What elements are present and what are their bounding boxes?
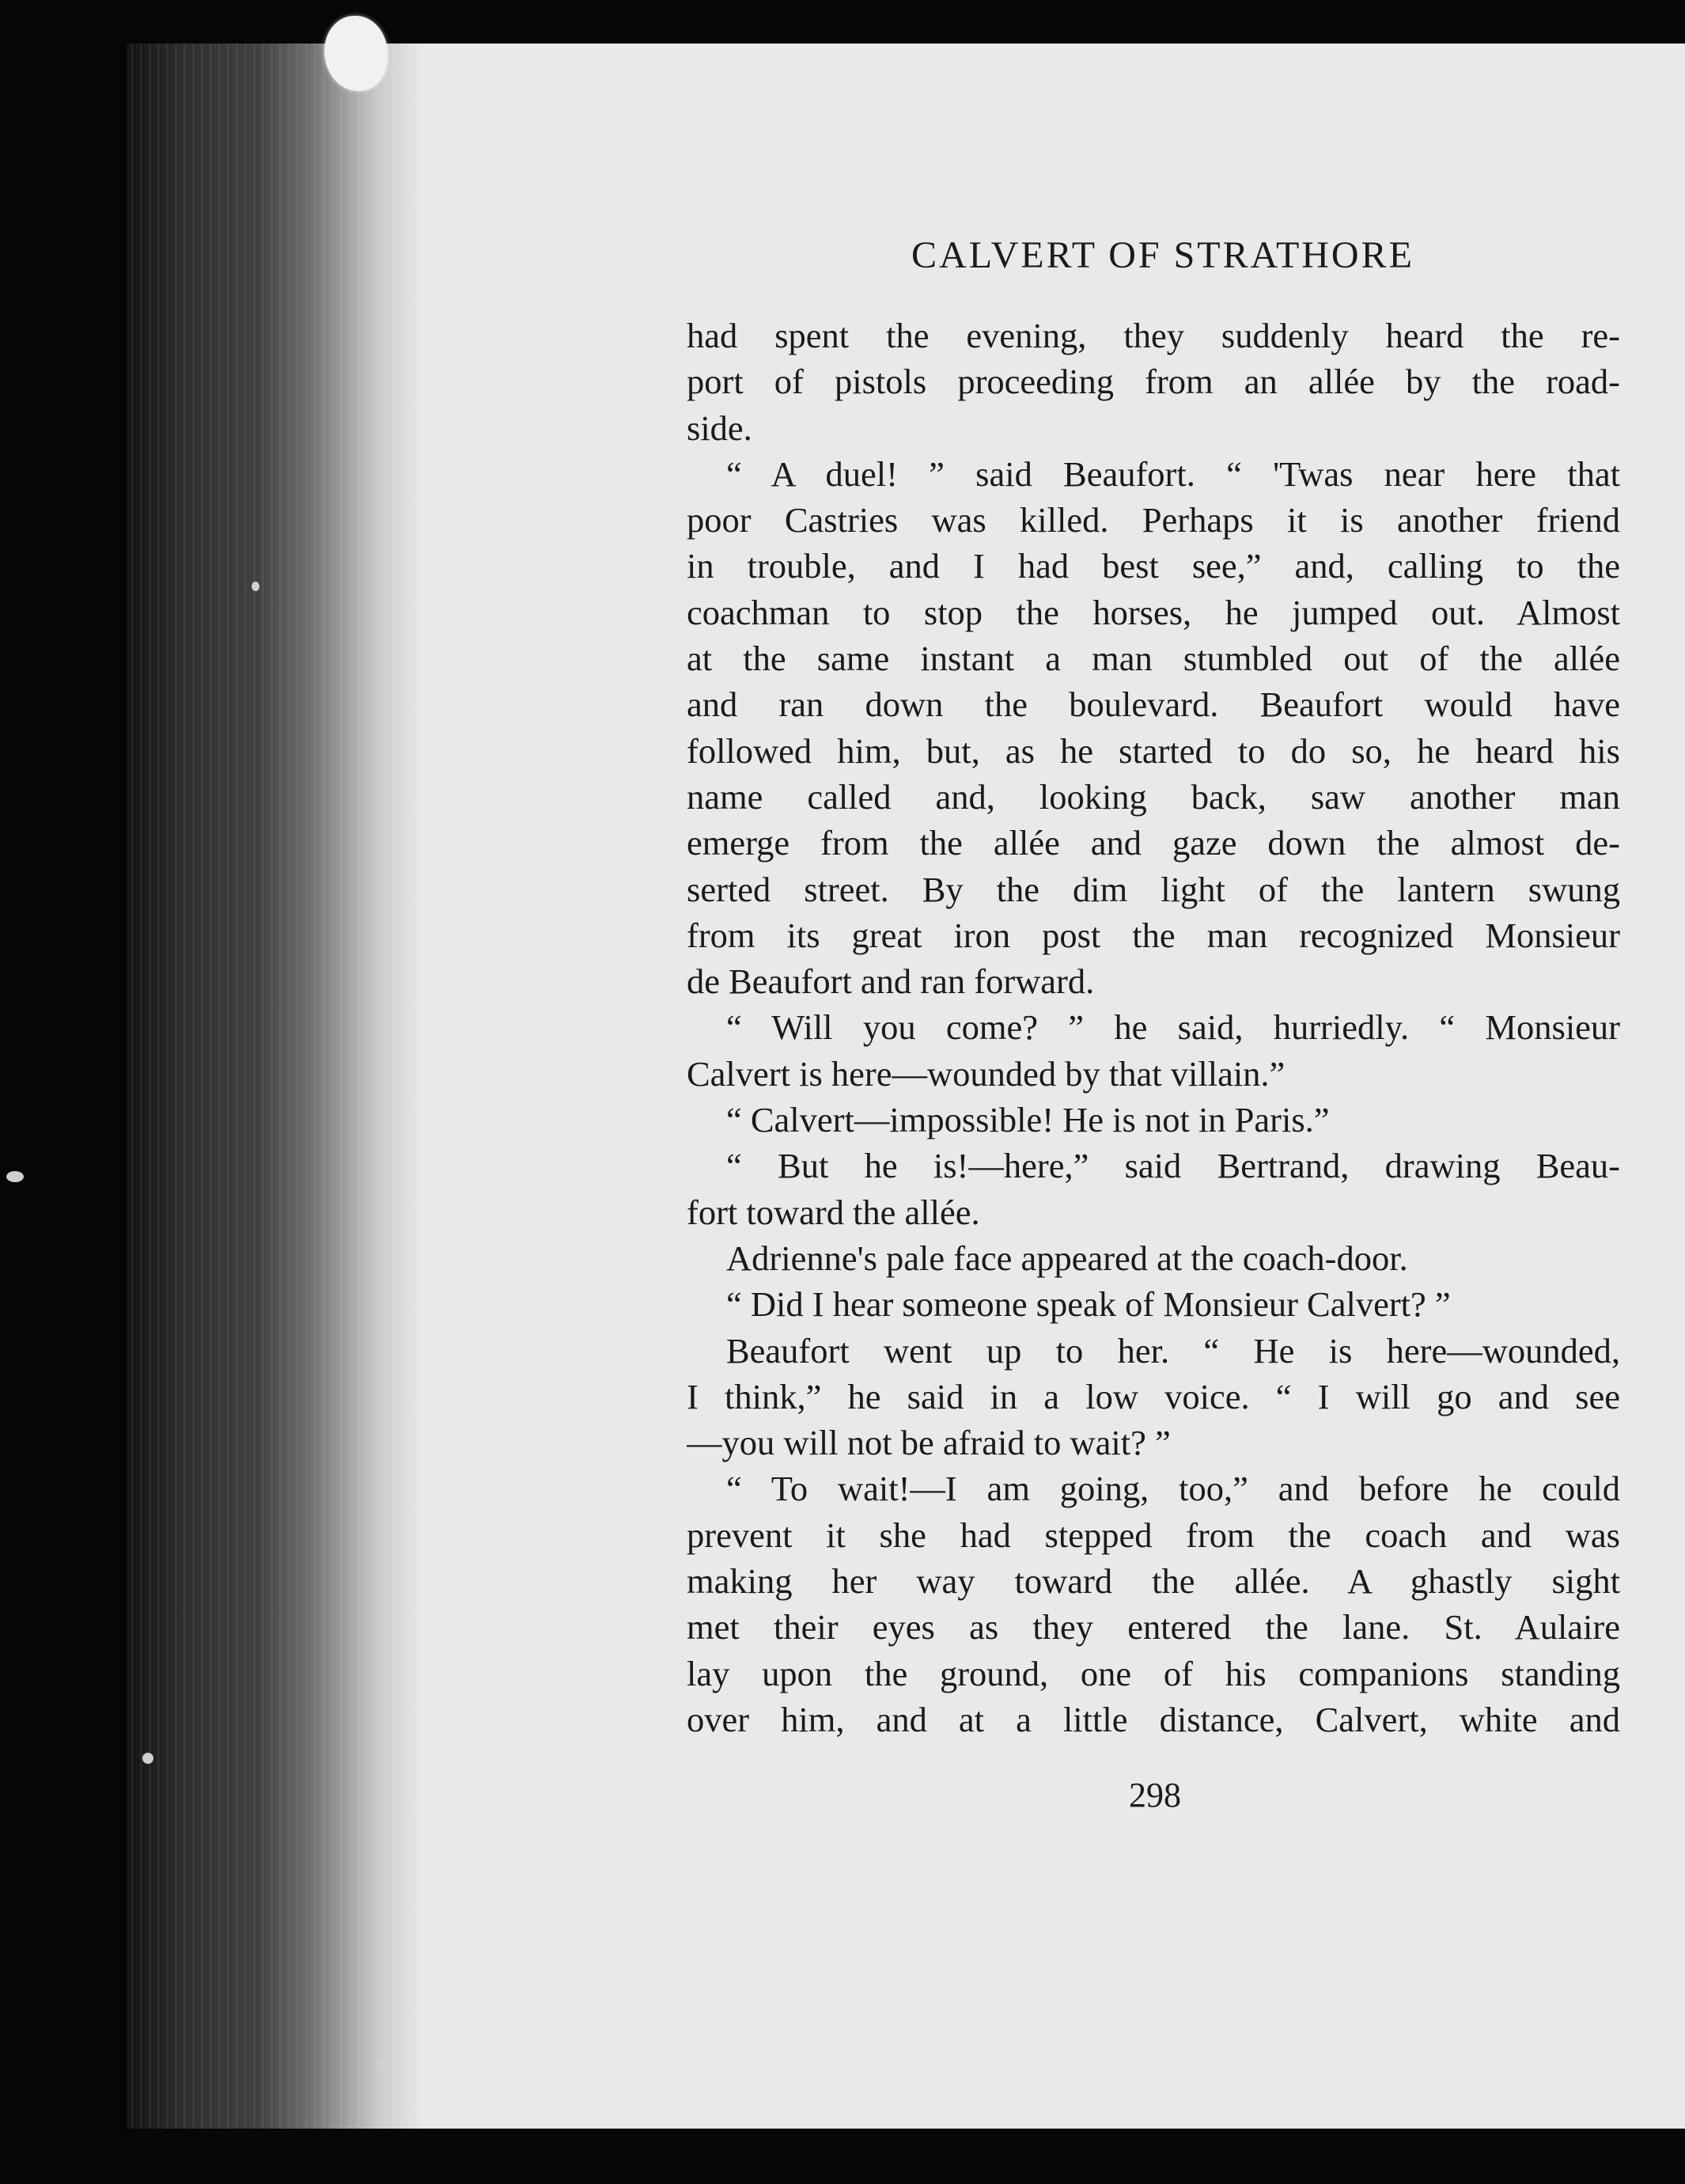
text-line: “ A duel! ” said Beaufort. “ 'Twas near here that [726, 453, 1620, 494]
text-line: followed him, but, as he started to do so, he heard his [687, 730, 1620, 771]
dust-speck [6, 1171, 24, 1182]
text-line: port of pistols proceeding from an allée by the road- [687, 362, 1620, 402]
text-line: “ To wait!—I am going, too,” and before he could [726, 1469, 1620, 1509]
text-line: lay upon the ground, one of his companions standing [687, 1653, 1620, 1693]
text-line: from its great iron post the man recognized Monsieur [687, 915, 1620, 955]
dust-speck [252, 582, 259, 591]
page-bottom-shadow [127, 2129, 1685, 2184]
text-line: at the same instant a man stumbled out of the allée [687, 639, 1620, 679]
text-line: emerge from the allée and gaze down the almost de- [687, 823, 1620, 863]
text-line: poor Castries was killed. Perhaps it is another friend [687, 500, 1620, 540]
text-line: name called and, looking back, saw another man [687, 776, 1620, 817]
text-line: prevent it she had stepped from the coach and was [687, 1515, 1620, 1555]
text-line: “ Will you come? ” he said, hurriedly. “ Monsieur [726, 1007, 1620, 1048]
book-binding-edge [127, 44, 419, 2133]
running-head: CALVERT OF STRATHORE [911, 234, 1414, 276]
text-line: and ran down the boulevard. Beaufort would have [687, 684, 1620, 725]
text-line: de Beaufort and ran forward. [687, 961, 1095, 1002]
dust-speck [377, 2057, 386, 2072]
text-line: Beaufort went up to her. “ He is here—wounded, [726, 1330, 1620, 1371]
text-line: over him, and at a little distance, Calvert, white and [687, 1699, 1620, 1739]
text-line: Calvert is here—wounded by that villain.” [687, 1053, 1286, 1094]
dust-speck [142, 1753, 153, 1764]
text-line: “ Calvert—impossible! He is not in Paris.” [726, 1100, 1330, 1140]
page-number: 298 [1129, 1776, 1181, 1814]
text-line: fort toward the allée. [687, 1192, 980, 1232]
text-line: I think,” he said in a low voice. “ I will go and see [687, 1376, 1620, 1416]
text-line: serted street. By the dim light of the lantern swung [687, 869, 1620, 909]
text-line: had spent the evening, they suddenly heard the re- [687, 316, 1620, 355]
text-line: “ But he is!—here,” said Bertrand, drawing Beau- [726, 1146, 1620, 1186]
body-text [687, 313, 1620, 1742]
text-line: side. [687, 408, 752, 448]
text-line: met their eyes as they entered the lane. St. Aulaire [687, 1607, 1620, 1647]
text-line: making her way toward the allée. A ghastly sight [687, 1561, 1620, 1602]
text-line: Adrienne's pale face appeared at the coach-door. [726, 1238, 1408, 1278]
text-line: coachman to stop the horses, he jumped out. Almost [687, 592, 1620, 632]
text-line: —you will not be afraid to wait? ” [687, 1423, 1171, 1463]
text-line: “ Did I hear someone speak of Monsieur Calvert? ” [726, 1284, 1451, 1325]
text-line: in trouble, and I had best see,” and, calling to the [687, 546, 1620, 586]
